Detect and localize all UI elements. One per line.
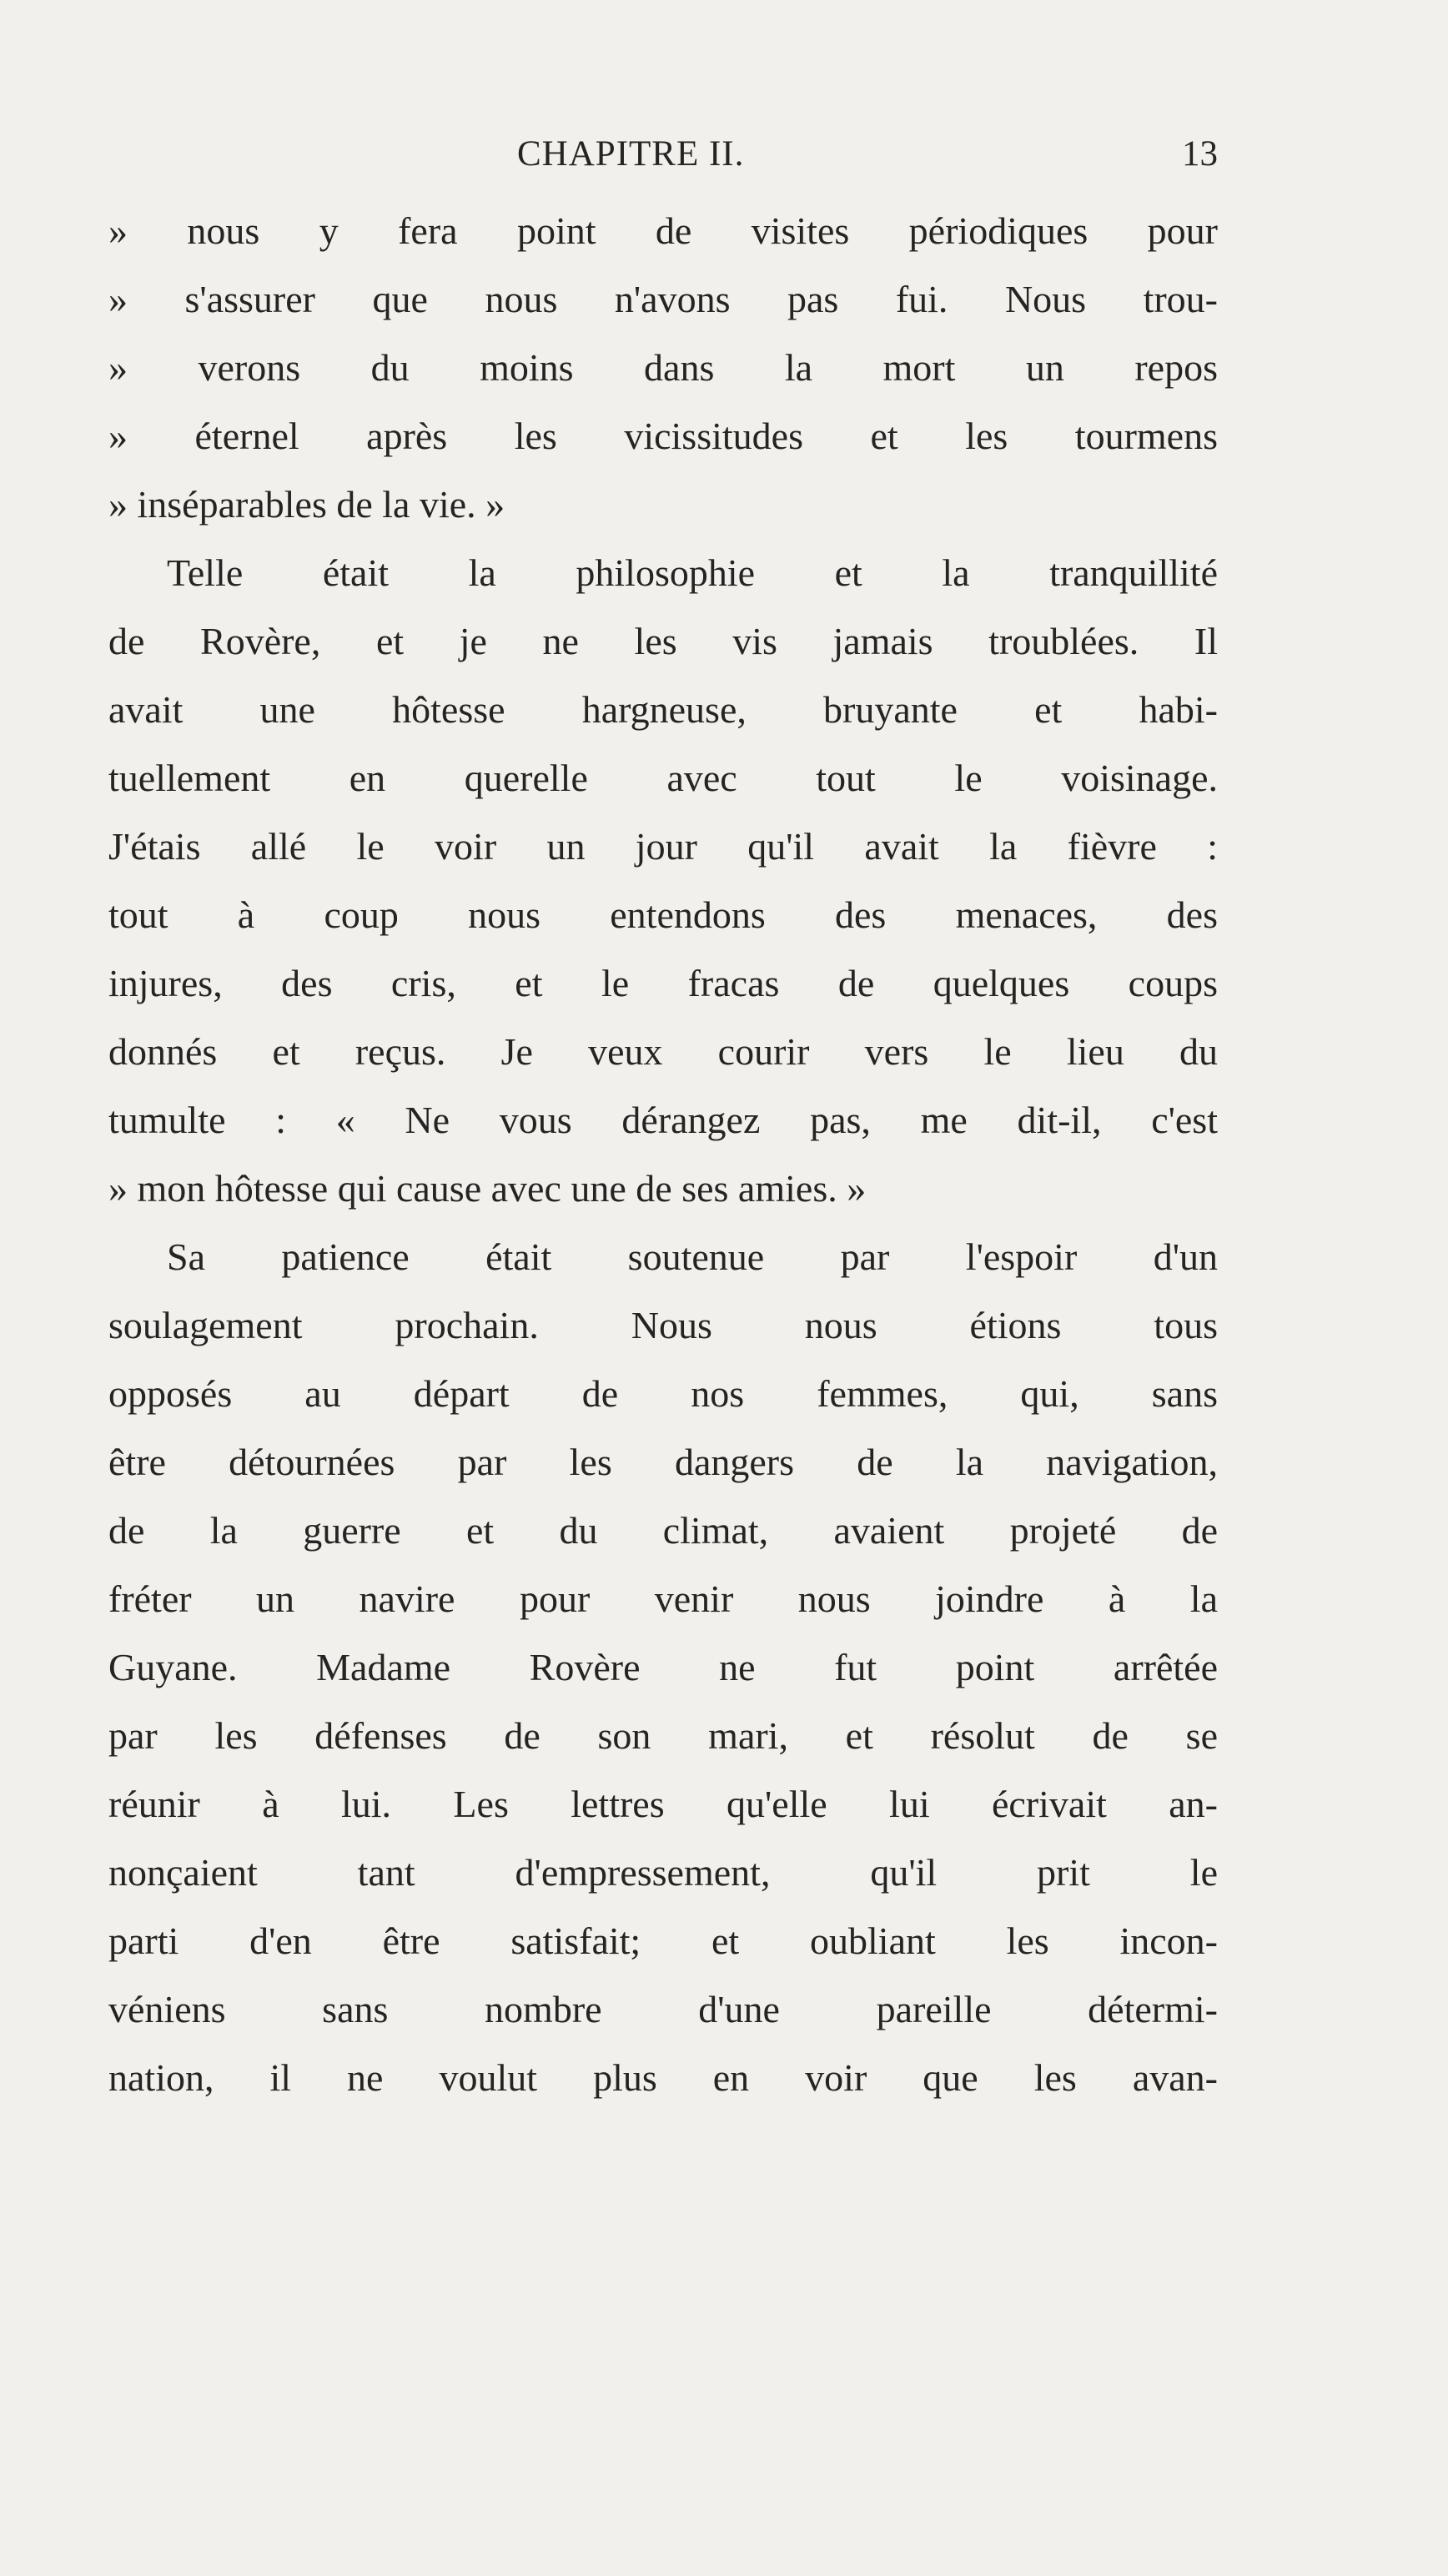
text-line: tumulte : « Ne vous dérangez pas, me dit-il, c'est: [108, 1099, 1218, 1141]
text-line: avait une hôtesse hargneuse, bruyante et habi-: [108, 688, 1218, 731]
text-line: fréter un navire pour venir nous joindre à la: [108, 1577, 1218, 1620]
text-line: Guyane. Madame Rovère ne fut point arrêtée: [108, 1646, 1218, 1688]
text-line: » inséparables de la vie. »: [108, 483, 505, 526]
text-line: » nous y fera point de visites périodiques pour: [108, 209, 1218, 252]
text-line: de la guerre et du climat, avaient projeté de: [108, 1509, 1218, 1552]
text-line: de Rovère, et je ne les vis jamais troublées. Il: [108, 620, 1218, 662]
text-line: parti d'en être satisfait; et oubliant les incon-: [108, 1919, 1218, 1962]
text-line: tout à coup nous entendons des menaces, des: [108, 893, 1218, 936]
text-line: donnés et reçus. Je veux courir vers le lieu du: [108, 1030, 1218, 1073]
text-line: opposés au départ de nos femmes, qui, sans: [108, 1372, 1218, 1415]
text-line: tuellement en querelle avec tout le voisinage.: [108, 757, 1218, 799]
text-line: nation, il ne voulut plus en voir que les avan-: [108, 2056, 1218, 2099]
chapter-title: CHAPITRE II.: [517, 134, 745, 174]
text-line: soulagement prochain. Nous nous étions tous: [108, 1304, 1218, 1346]
text-line: » s'assurer que nous n'avons pas fui. Nous trou-: [108, 278, 1218, 320]
text-line: par les défenses de son mari, et résolut de se: [108, 1714, 1218, 1757]
paragraph-start-line: Sa patience était soutenue par l'espoir d'un: [167, 1235, 1218, 1278]
text-line: » verons du moins dans la mort un repos: [108, 346, 1218, 389]
text-line: injures, des cris, et le fracas de quelques coups: [108, 962, 1218, 1004]
text-line: » mon hôtesse qui cause avec une de ses amies. »: [108, 1167, 867, 1210]
running-head: [108, 133, 1218, 184]
page-number: 13: [1182, 134, 1218, 174]
text-line: réunir à lui. Les lettres qu'elle lui écrivait an-: [108, 1783, 1218, 1825]
text-line: être détournées par les dangers de la navigation,: [108, 1441, 1218, 1483]
body-text: [108, 197, 1218, 2112]
text-line: J'étais allé le voir un jour qu'il avait la fièvre :: [108, 825, 1218, 868]
text-line: véniens sans nombre d'une pareille détermi-: [108, 1988, 1218, 2030]
text-line: nonçaient tant d'empressement, qu'il prit le: [108, 1851, 1218, 1894]
text-line: » éternel après les vicissitudes et les tourmens: [108, 415, 1218, 457]
paragraph-start-line: Telle était la philosophie et la tranquillité: [167, 551, 1218, 594]
